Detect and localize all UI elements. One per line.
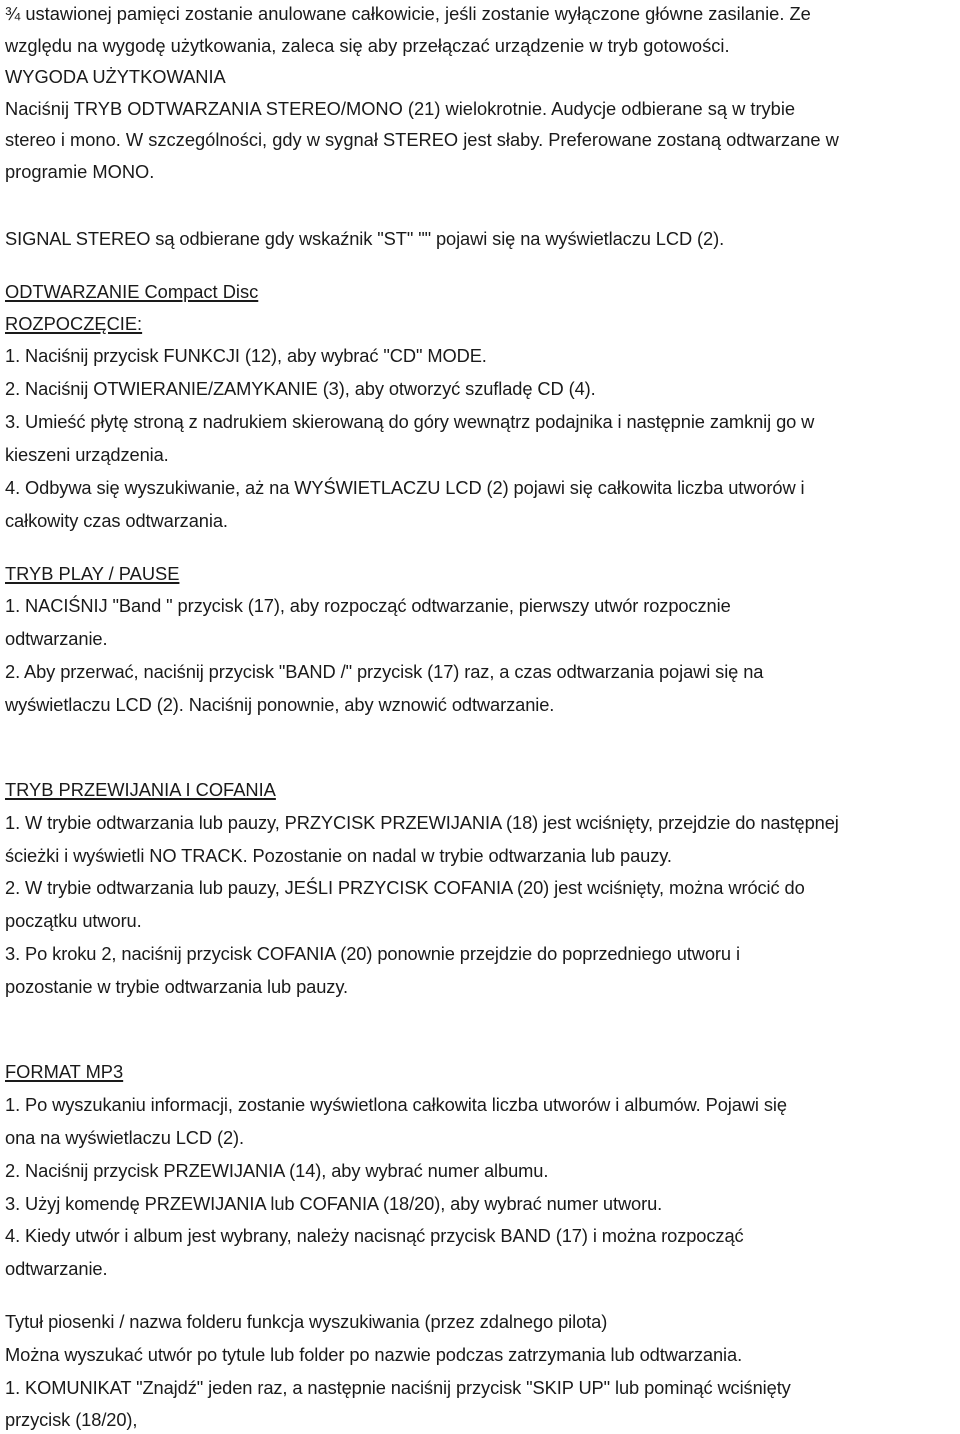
intro-line-6: programie MONO. — [5, 161, 155, 182]
cd-section-subheading: ROZPOCZĘCIE: — [5, 313, 143, 334]
search-title-line: Tytuł piosenki / nazwa folderu funkcja wyszukiwania (przez zdalnego pilota) — [5, 1311, 608, 1332]
play-pause-step-1-cont: odtwarzanie. — [5, 628, 108, 649]
play-pause-step-1: 1. NACIŚNIJ "Band " przycisk (17), aby rozpocząć odtwarzanie, pierwszy utwór rozpocznie — [5, 595, 731, 616]
cd-step-4-cont: całkowity czas odtwarzania. — [5, 510, 228, 531]
stereo-signal-text: SIGNAL STEREO są odbierane gdy wskaźnik "ST" "" pojawi się na wyświetlaczu LCD (2). — [5, 228, 725, 249]
mp3-step-1-cont: ona na wyświetlaczu LCD (2). — [5, 1127, 245, 1148]
intro-line-5: stereo i mono. W szczególności, gdy w sygnał STEREO jest słaby. Preferowane zostaną odtwarzane w — [5, 129, 839, 150]
skip-step-2-cont: początku utworu. — [5, 910, 142, 931]
play-pause-step-2-cont: wyświetlaczu LCD (2). Naciśnij ponownie, aby wznowić odtwarzanie. — [5, 694, 555, 715]
cd-step-1: 1. Naciśnij przycisk FUNKCJI (12), aby wybrać "CD" MODE. — [5, 345, 487, 366]
search-desc-line: Można wyszukać utwór po tytule lub folder po nazwie podczas zatrzymania lub odtwarzania. — [5, 1344, 743, 1365]
intro-heading-wygoda: WYGODA UŻYTKOWANIA — [5, 66, 226, 87]
mp3-step-2: 2. Naciśnij przycisk PRZEWIJANIA (14), aby wybrać numer albumu. — [5, 1160, 549, 1181]
mp3-step-4-cont: odtwarzanie. — [5, 1258, 108, 1279]
cd-section-heading: ODTWARZANIE Compact Disc — [5, 281, 259, 302]
cd-step-3: 3. Umieść płytę stroną z nadrukiem skierowaną do góry wewnątrz podajnika i następnie zamknij go w — [5, 411, 815, 432]
skip-step-3-cont: pozostanie w trybie odtwarzania lub pauzy. — [5, 976, 349, 997]
skip-step-2: 2. W trybie odtwarzania lub pauzy, JEŚLI PRZYCISK COFANIA (20) jest wciśnięty, można wrócić do — [5, 877, 805, 898]
intro-line-4: Naciśnij TRYB ODTWARZANIA STEREO/MONO (21) wielokrotnie. Audycje odbierane są w trybie — [5, 98, 796, 119]
play-pause-step-2: 2. Aby przerwać, naciśnij przycisk "BAND /" przycisk (17) raz, a czas odtwarzania pojawi się na — [5, 661, 764, 682]
cd-step-4: 4. Odbywa się wyszukiwanie, aż na WYŚWIETLACZU LCD (2) pojawi się całkowita liczba utworów i — [5, 477, 805, 498]
skip-step-3: 3. Po kroku 2, naciśnij przycisk COFANIA (20) ponownie przejdzie do poprzedniego utworu i — [5, 943, 740, 964]
skip-step-1-cont: ścieżki i wyświetli NO TRACK. Pozostanie on nadal w trybie odtwarzania lub pauzy. — [5, 845, 672, 866]
skip-heading: TRYB PRZEWIJANIA I COFANIA — [5, 779, 276, 800]
mp3-step-4: 4. Kiedy utwór i album jest wybrany, należy nacisnąć przycisk BAND (17) i można rozpocząć — [5, 1225, 744, 1246]
cd-step-3-cont: kieszeni urządzenia. — [5, 444, 169, 465]
search-step-1: 1. KOMUNIKAT "Znajdź" jeden raz, a następnie naciśnij przycisk "SKIP UP" lub pominąć wciśnięty — [5, 1377, 791, 1398]
mp3-heading: FORMAT MP3 — [5, 1061, 124, 1082]
intro-line-2: względu na wygodę użytkowania, zaleca się aby przełączać urządzenie w tryb gotowości. — [5, 35, 730, 56]
mp3-step-3: 3. Użyj komendę PRZEWIJANIA lub COFANIA (18/20), aby wybrać numer utworu. — [5, 1193, 663, 1214]
intro-line-1: ¾ ustawionej pamięci zostanie anulowane całkowicie, jeśli zostanie wyłączone główne zasilanie. Ze — [5, 3, 811, 24]
play-pause-heading: TRYB PLAY / PAUSE — [5, 563, 180, 584]
skip-step-1: 1. W trybie odtwarzania lub pauzy, PRZYCISK PRZEWIJANIA (18) jest wciśnięty, przejdzie do następnej — [5, 812, 839, 833]
search-step-1-cont: przycisk (18/20), — [5, 1409, 138, 1430]
cd-step-2: 2. Naciśnij OTWIERANIE/ZAMYKANIE (3), aby otworzyć szufladę CD (4). — [5, 378, 596, 399]
mp3-step-1: 1. Po wyszukaniu informacji, zostanie wyświetlona całkowita liczba utworów i albumów. Pojawi się — [5, 1094, 787, 1115]
